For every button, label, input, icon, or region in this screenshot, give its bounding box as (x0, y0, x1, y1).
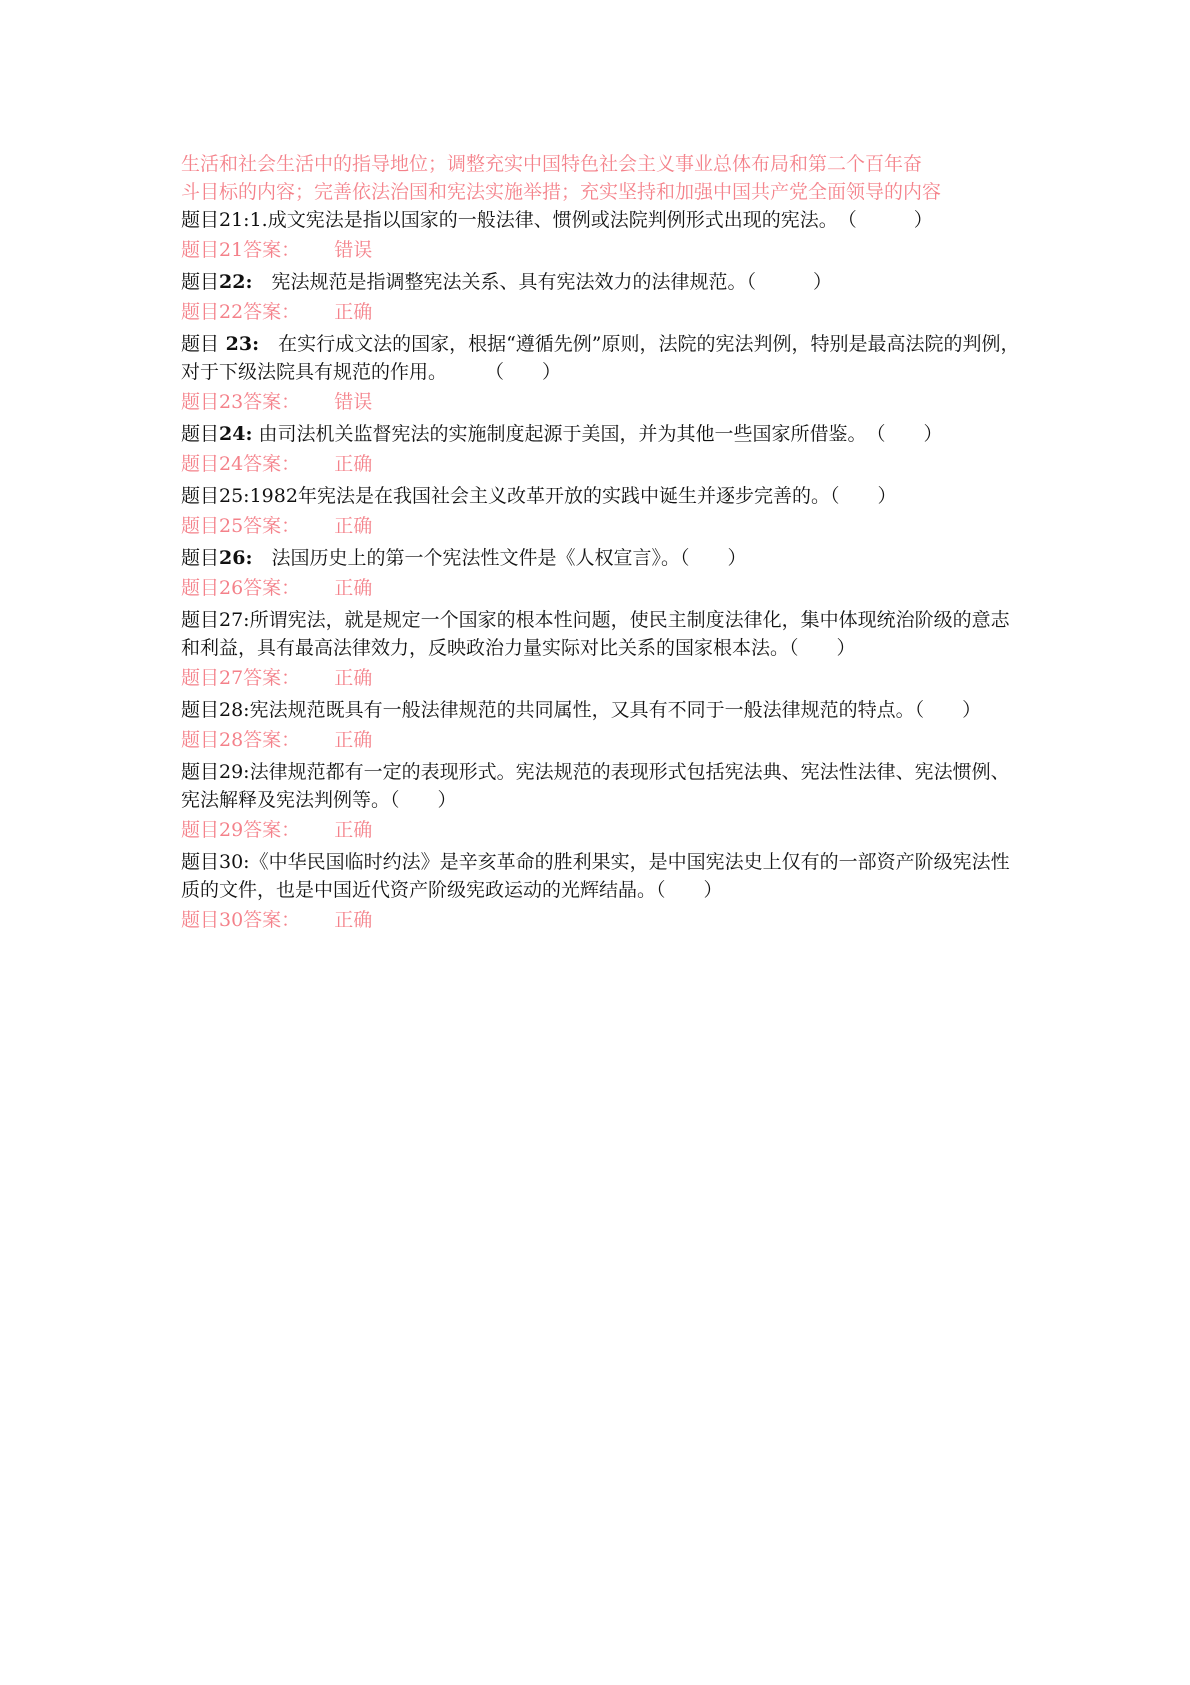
answer-value: 正确 (334, 819, 373, 841)
answer-23 (181, 388, 1021, 416)
answer-22 (181, 298, 1021, 326)
question-text: 由司法机关监督宪法的实施制度起源于美国，并为其他一些国家所借鉴。 （ ） (252, 423, 943, 445)
question-prefix: 题目21: (181, 209, 250, 231)
answer-label: 题目22答案： (181, 301, 301, 323)
answer-label: 题目24答案： (181, 453, 301, 475)
answer-label: 题目25答案： (181, 515, 301, 537)
question-22 (181, 268, 1021, 296)
answer-28 (181, 726, 1021, 754)
answer-label: 题目28答案： (181, 729, 301, 751)
question-prefix: 题目25: (181, 485, 250, 507)
answer-label: 题目27答案： (181, 667, 301, 689)
answer-value: 正确 (334, 729, 373, 751)
question-29 (181, 758, 1021, 814)
answer-label: 题目23答案： (181, 391, 301, 413)
question-text: 1982年宪法是在我国社会主义改革开放的实践中诞生并逐步完善的。（ ） (249, 485, 897, 507)
question-prefix: 题目 (181, 423, 220, 445)
question-prefix: 题目 (181, 333, 220, 355)
question-23 (181, 330, 1021, 386)
answer-24 (181, 450, 1021, 478)
question-28 (181, 696, 1021, 724)
document-page (181, 150, 1021, 938)
question-prefix: 题目29: (181, 761, 250, 783)
question-25 (181, 482, 1021, 510)
answer-27 (181, 664, 1021, 692)
question-24 (181, 420, 1021, 448)
question-number: 24: (219, 423, 253, 445)
answer-label: 题目21答案： (181, 239, 301, 261)
answer-value: 正确 (334, 909, 373, 931)
question-text: 在实行成文法的国家，根据“遵循先例”原则，法院的宪法判例，特别是最高法院的判例，对于下级法院具有规范的作用。 （ ） (181, 333, 1020, 383)
answer-25 (181, 512, 1021, 540)
answer-value: 正确 (334, 515, 373, 537)
question-number: 23: (219, 333, 260, 355)
answer-30 (181, 906, 1021, 934)
question-text: 宪法规范既具有一般法律规范的共同属性，又具有不同于一般法律规范的特点。（ ） (249, 699, 982, 721)
question-27 (181, 606, 1021, 662)
answer-29 (181, 816, 1021, 844)
question-prefix: 题目 (181, 271, 220, 293)
answer-value: 正确 (334, 577, 373, 599)
answer-value: 错误 (334, 391, 373, 413)
answer-value: 正确 (334, 667, 373, 689)
question-prefix: 题目28: (181, 699, 250, 721)
question-text: 1.成文宪法是指以国家的一般法律、惯例或法院判例形式出现的宪法。 （ ） (249, 209, 933, 231)
answer-label: 题目29答案： (181, 819, 301, 841)
question-prefix: 题目 (181, 547, 220, 569)
question-26 (181, 544, 1021, 572)
question-text: 法律规范都有一定的表现形式。宪法规范的表现形式包括宪法典、宪法性法律、宪法惯例、宪法解释及宪法判例等。（ ） (181, 761, 1010, 811)
question-text: 法国历史上的第一个宪法性文件是《人权宣言》。（ ） (252, 547, 747, 569)
question-text: 《中华民国临时约法》是辛亥革命的胜利果实，是中国宪法史上仅有的一部资产阶级宪法性质的文件，也是中国近代资产阶级宪政运动的光辉结晶。（ ） (181, 851, 1010, 901)
answer-label: 题目30答案： (181, 909, 301, 931)
intro-line-2: 斗目标的内容；完善依法治国和宪法实施举措；充实坚持和加强中国共产党全面领导的内容 (181, 181, 942, 203)
question-21 (181, 206, 1021, 234)
answer-value: 正确 (334, 301, 373, 323)
answer-21 (181, 236, 1021, 264)
answer-value: 错误 (334, 239, 373, 261)
answer-value: 正确 (334, 453, 373, 475)
question-text: 所谓宪法，就是规定一个国家的根本性问题，使民主制度法律化，集中体现统治阶级的意志和利益，具有最高法律效力，反映政治力量实际对比关系的国家根本法。（ ） (181, 609, 1010, 659)
question-prefix: 题目27: (181, 609, 250, 631)
answer-label: 题目26答案： (181, 577, 301, 599)
question-30 (181, 848, 1021, 904)
answer-26 (181, 574, 1021, 602)
intro-line-1: 生活和社会生活中的指导地位；调整充实中国特色社会主义事业总体布局和第二个百年奋 (181, 153, 923, 175)
question-text: 宪法规范是指调整宪法关系、具有宪法效力的法律规范。（ ） (252, 271, 832, 293)
question-prefix: 题目30: (181, 851, 250, 873)
question-number: 22: (219, 271, 253, 293)
question-number: 26: (219, 547, 253, 569)
